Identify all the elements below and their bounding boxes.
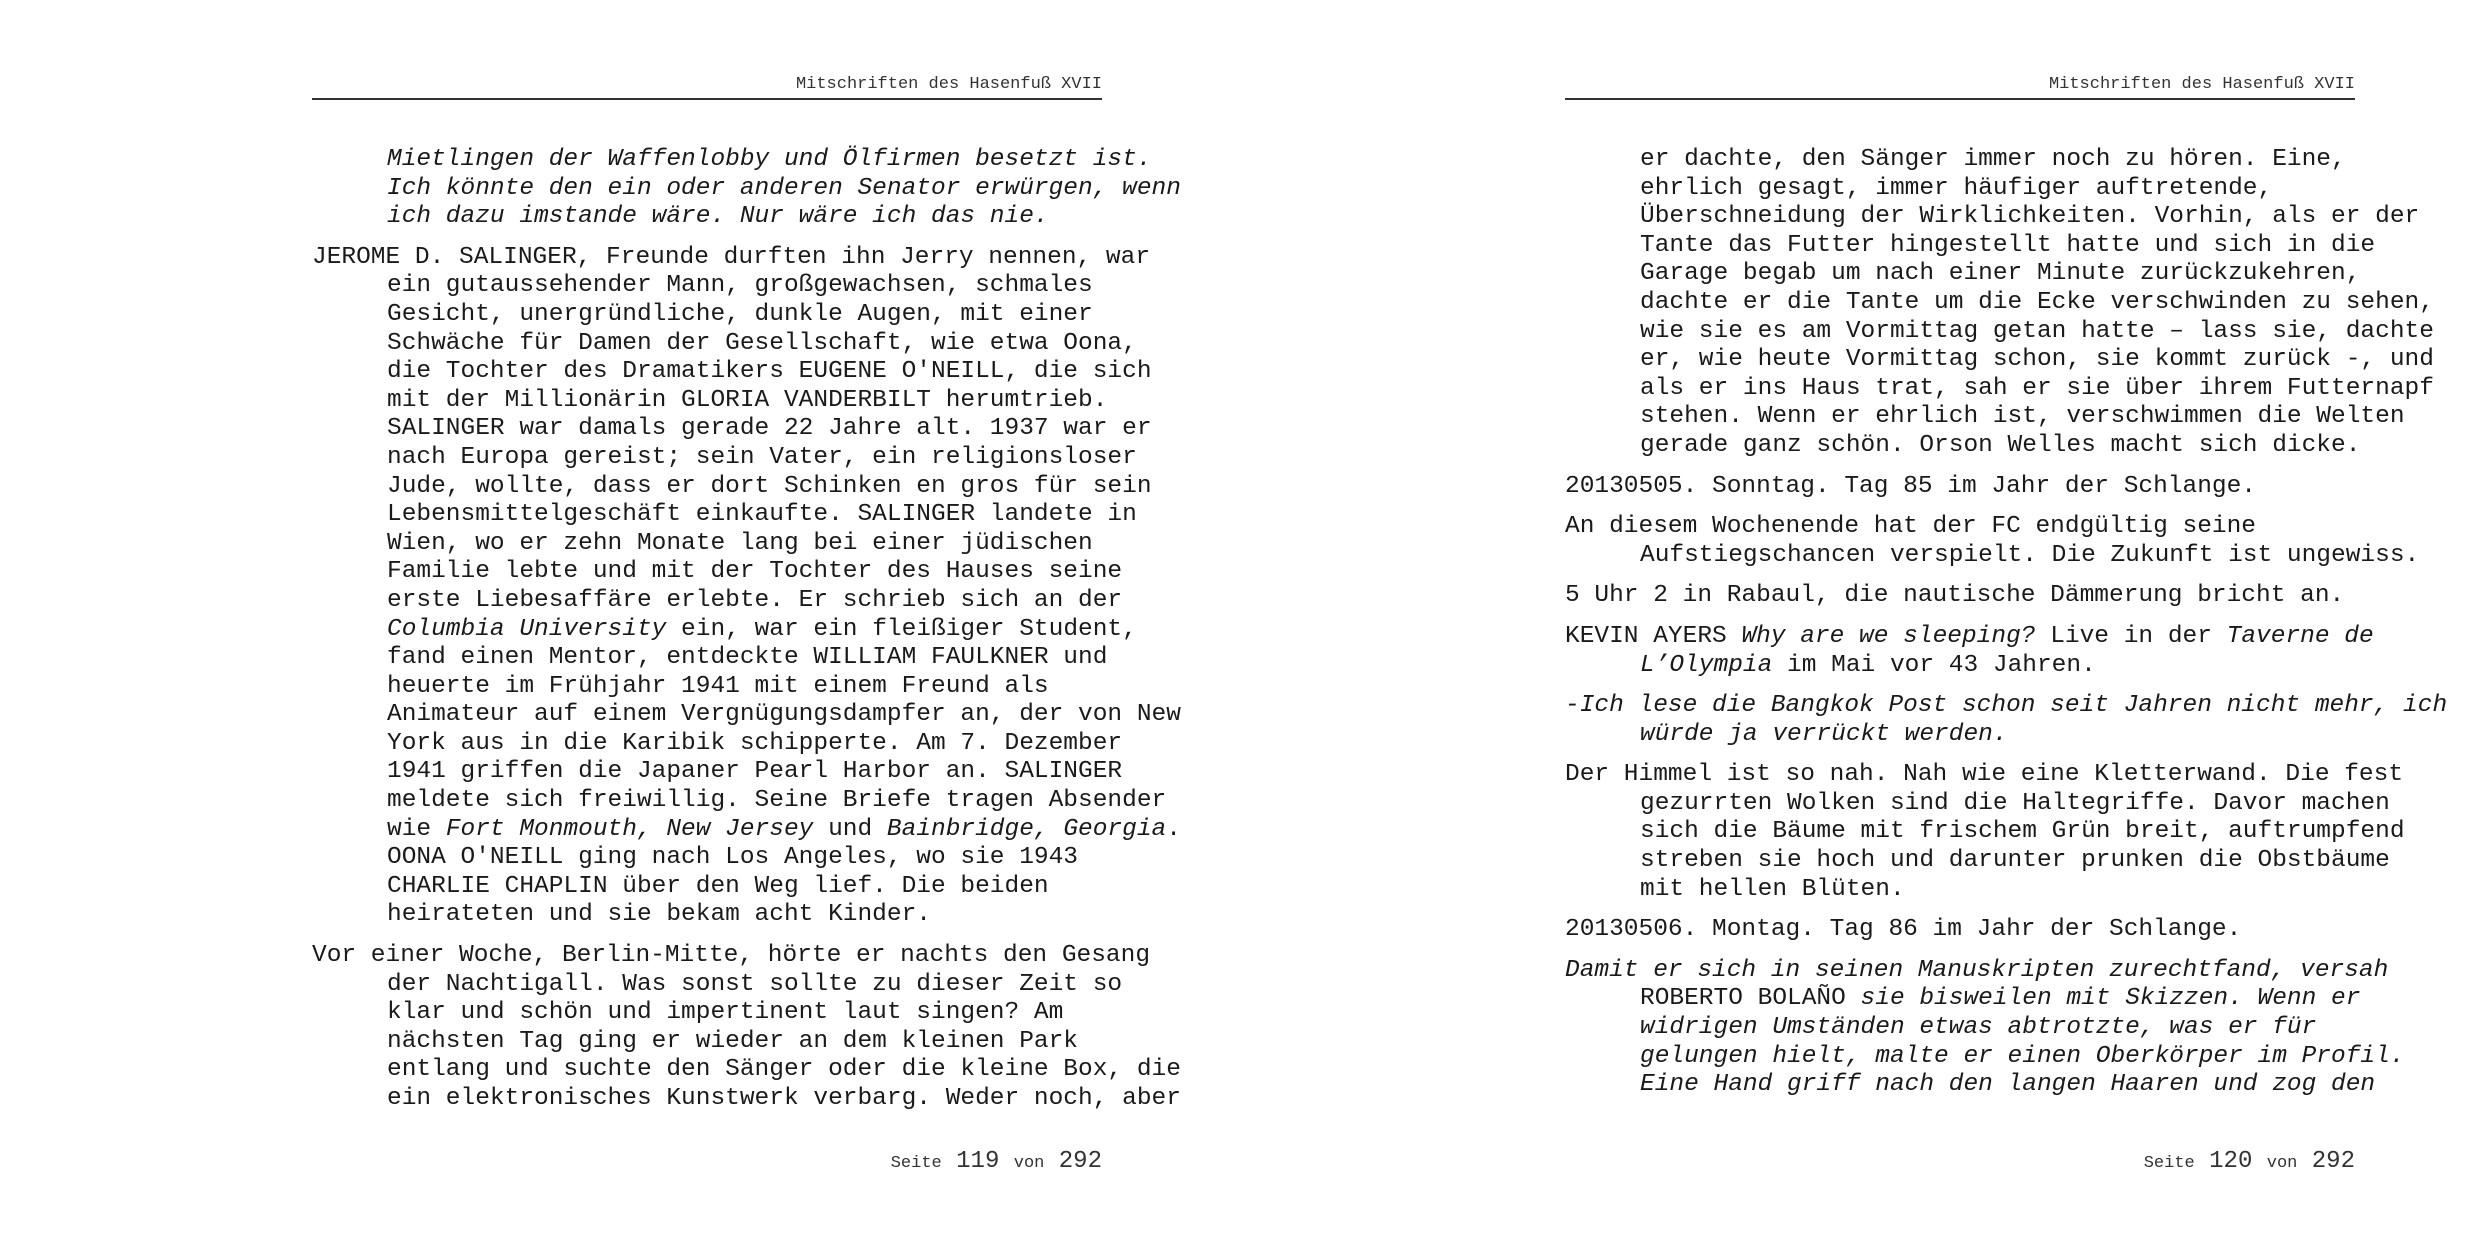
italic-text: ich dazu imstande wäre. Nur wäre ich das nie. [387, 203, 1049, 231]
text-run: . [1166, 815, 1181, 843]
text-line [1565, 513, 2355, 542]
text-run: und [813, 815, 887, 843]
text-line [1640, 789, 2390, 819]
text-line [1640, 231, 2376, 261]
text-line [1640, 317, 2434, 347]
text-run: heirateten und sie bekam acht Kinder. [387, 901, 931, 929]
text-run: sich die Bäume mit frischem Grün breit, auftrumpfend [1640, 818, 2405, 846]
text-line [1565, 582, 2355, 611]
text-run: JEROME D. SALINGER, Freunde durften ihn Jerry nennen, war [312, 243, 1151, 271]
paragraph [312, 146, 1181, 232]
page-of: von [1013, 1154, 1045, 1173]
text-run: 5 Uhr 2 in Rabaul, die nautische Dämmerung bricht an. [1565, 582, 2345, 610]
text-line [1640, 876, 2355, 905]
italic-text: Why are we sleeping? [1741, 622, 2036, 650]
text-line [1640, 1042, 2405, 1072]
text-run: stehen. Wenn er ehrlich ist, verschwimmen die Welten [1640, 403, 2405, 431]
text-run: An diesem Wochenende hat der FC endgültig seine [1565, 513, 2257, 541]
text-run: mit der Millionärin GLORIA VANDERBILT herumtrieb. [387, 386, 1108, 414]
italic-text: Columbia University [387, 615, 667, 643]
paragraph [312, 243, 1181, 930]
text-line [1640, 985, 2361, 1014]
text-line [1640, 403, 2405, 432]
italic-text: widrigen Umständen etwas abtrotzte, was er für [1640, 1014, 2317, 1042]
text-run: SALINGER war damals gerade 22 Jahre alt. 1937 war er [387, 415, 1152, 443]
italic-text: Damit er sich in seinen Manuskripten zurechtfand, versah [1565, 956, 2389, 984]
paragraph [1565, 692, 2448, 749]
text-line [387, 701, 1181, 730]
page-number [891, 1148, 1102, 1175]
text-line [387, 758, 1123, 787]
italic-text: Bainbridge, Georgia [886, 815, 1167, 843]
text-run: Schwäche für Damen der Gesellschaft, wie etwa Oona, [387, 329, 1137, 357]
text-line [1640, 175, 2355, 204]
text-run: Wien, wo er zehn Monate lang bei einer jüdischen [387, 529, 1093, 557]
text-run: ein, war ein fleißiger Student, [666, 615, 1137, 643]
text-run: er, wie heute Vormittag schon, sie kommt zurück -, und [1640, 346, 2434, 374]
text-line [387, 787, 1167, 816]
text-line [387, 1028, 1102, 1057]
text-run: Lebensmittelgeschäft einkaufte. SALINGER landete in [387, 501, 1137, 529]
text-run: der Nachtigall. Was sonst sollte zu dieser Zeit so [387, 970, 1123, 998]
text-run: Animateur auf einem Vergnügungsdampfer an, der von New [387, 701, 1181, 729]
italic-text: Eine Hand griff nach den langen Haaren und zog den [1640, 1071, 2376, 1099]
text-run: heuerte im Frühjahr 1941 mit einem Freund als [387, 672, 1049, 700]
text-run: streben sie hoch und darunter prunken die Obstbäume [1640, 847, 2390, 875]
text-run: dachte er die Tante um die Ecke verschwinden zu sehen, [1640, 288, 2434, 316]
text-run: die Tochter des Dramatikers EUGENE O'NEILL, die sich [387, 358, 1152, 386]
text-line [387, 272, 1102, 301]
text-line [1565, 472, 2355, 502]
page-label: Seite [2143, 1154, 2195, 1173]
text-run: Familie lebte und mit der Tochter des Hauses seine [387, 558, 1123, 586]
text-line [387, 901, 1102, 930]
text-run: York aus in die Karibik schipperte. Am 7. Dezember [387, 729, 1123, 757]
text-run: klar und schön und impertinent laut singen? Am [387, 999, 1064, 1027]
italic-text: Ich könnte den ein oder anderen Senator erwürgen, wenn [387, 174, 1181, 202]
text-line [1640, 1014, 2355, 1043]
text-line [1565, 622, 2374, 652]
text-line [387, 530, 1102, 559]
text-line [1640, 260, 2361, 289]
text-run: Jude, wollte, dass er dort Schinken en gros für sein [387, 472, 1152, 500]
text-line [387, 873, 1102, 902]
text-line [312, 942, 1151, 971]
text-line [387, 999, 1102, 1028]
paragraph [1565, 513, 2420, 570]
text-line [1640, 1071, 2376, 1100]
text-run: Der Himmel ist so nah. Nah wie eine Kletterwand. Die fest [1565, 761, 2404, 789]
text-line [387, 615, 1137, 645]
text-run: wie sie es am Vormittag getan hatte – lass sie, dachte [1640, 317, 2434, 345]
page-current: 120 [2209, 1148, 2253, 1175]
text-line [1640, 146, 2355, 175]
text-run: Überschneidung der Wirklichkeiten. Vorhin, als er der [1640, 203, 2420, 231]
paragraph [312, 942, 1181, 1114]
page-total: 292 [2311, 1148, 2355, 1175]
text-run: nach Europa gereist; sein Vater, ein religionsloser [387, 443, 1137, 471]
text-run: 20130505. Sonntag. Tag 85 im Jahr der Schlange. [1565, 472, 2257, 500]
text-run: Live in der [2035, 622, 2227, 650]
text-run: nächsten Tag ging er wieder an dem kleinen Park [387, 1027, 1079, 1055]
text-run: OONA O'NEILL ging nach Los Angeles, wo sie 1943 [387, 844, 1079, 872]
text-run: wie [387, 815, 446, 843]
page-of: von [2266, 1154, 2298, 1173]
text-line [387, 558, 1123, 587]
paragraph [1565, 473, 2355, 502]
text-run: gezurrten Wolken sind die Haltegriffe. Davor machen [1640, 789, 2390, 817]
text-line [387, 386, 1108, 416]
text-run: meldete sich freiwillig. Seine Briefe tragen Absender [387, 787, 1167, 815]
paragraph [1565, 582, 2355, 611]
italic-text: würde ja verrückt werden. [1640, 720, 2008, 748]
text-run: als er ins Haus trat, sah er sie über ihrem Futternapf [1640, 374, 2434, 402]
text-line [387, 174, 1181, 204]
text-run: gerade ganz schön. Orson Welles macht sich dicke. [1640, 431, 2361, 459]
text-run: 20130506. Montag. Tag 86 im Jahr der Schlange. [1565, 916, 2242, 944]
text-line [1565, 916, 2355, 945]
text-run: fand einen Mentor, entdeckte WILLIAM FAULKNER und [387, 644, 1108, 672]
text-run: ein gutaussehender Mann, großgewachsen, schmales [387, 272, 1093, 300]
text-line [387, 815, 1181, 845]
text-line [1565, 692, 2448, 721]
text-line [1640, 203, 2420, 232]
text-line [387, 415, 1152, 444]
text-run: er dachte, den Sänger immer noch zu hören. Eine, [1640, 146, 2346, 173]
text-run: ROBERTO BOLAÑO [1640, 985, 1861, 1013]
italic-text: Taverne de [2226, 622, 2374, 650]
text-line [387, 443, 1137, 473]
running-header: Mitschriften des Hasenfuß XVII [1565, 72, 2355, 100]
text-line [387, 301, 1102, 330]
italic-text: -Ich lese die Bangkok Post schon seit Jahren nicht mehr, ich [1565, 692, 2448, 720]
page-label: Seite [890, 1154, 942, 1173]
page-body [312, 146, 1181, 1126]
text-run: ein elektronisches Kunstwerk verbarg. Weder noch, aber [387, 1085, 1181, 1112]
text-line [387, 358, 1152, 387]
paragraph [1565, 761, 2405, 904]
text-run: Aufstiegschancen verspielt. Die Zukunft ist ungewiss. [1640, 541, 2420, 569]
text-run: Garage begab um nach einer Minute zurückzukehren, [1640, 260, 2361, 288]
text-line [387, 203, 1102, 232]
text-line [387, 472, 1152, 502]
page-body [1565, 146, 2448, 1112]
text-line [1640, 431, 2361, 461]
text-line [387, 501, 1137, 530]
text-run: entlang und suchte den Sänger oder die kleine Box, die [387, 1056, 1181, 1084]
running-header: Mitschriften des Hasenfuß XVII [312, 72, 1102, 100]
page-current: 119 [956, 1148, 1000, 1175]
italic-text: Fort Monmouth, New Jersey [445, 815, 814, 843]
italic-text: Mietlingen der Waffenlobby und Ölfirmen besetzt ist. [387, 146, 1152, 173]
text-line [387, 586, 1123, 616]
paragraph [1565, 146, 2434, 461]
text-line [1640, 652, 2355, 681]
text-line [387, 1085, 1181, 1114]
text-line [387, 729, 1123, 759]
text-line [387, 1056, 1181, 1085]
text-line [387, 844, 1102, 873]
text-run: Vor einer Woche, Berlin-Mitte, hörte er nachts den Gesang [312, 942, 1151, 970]
text-line [387, 329, 1137, 359]
text-run: mit hellen Blüten. [1640, 875, 1905, 903]
text-line [312, 243, 1151, 273]
page-total: 292 [1058, 1148, 1102, 1175]
text-line [1640, 721, 2355, 750]
text-line [1565, 956, 2389, 986]
text-line [1640, 818, 2405, 847]
left-page [312, 0, 1181, 1240]
text-line [1565, 761, 2404, 790]
text-line [1640, 374, 2434, 404]
italic-text: sie bisweilen mit Skizzen. Wenn er [1860, 985, 2361, 1013]
text-run: Tante das Futter hingestellt hatte und sich in die [1640, 231, 2376, 259]
text-line [1640, 847, 2390, 876]
text-run: erste Liebesaffäre erlebte. Er schrieb sich an der [387, 586, 1123, 614]
text-run: 1941 griffen die Japaner Pearl Harbor an. SALINGER [387, 758, 1123, 786]
italic-text: L’Olympia [1640, 651, 1773, 679]
text-run: ehrlich gesagt, immer häufiger auftretende, [1640, 174, 2273, 202]
text-line [387, 146, 1152, 175]
page-number [2144, 1148, 2355, 1175]
paragraph [1565, 956, 2405, 1100]
text-line [1640, 541, 2420, 571]
text-run: im Mai vor 43 Jahren. [1772, 651, 2096, 679]
text-run: KEVIN AYERS [1565, 622, 1742, 650]
text-line [387, 970, 1123, 1000]
text-line [1640, 346, 2434, 375]
text-line [387, 673, 1102, 702]
right-page [1565, 0, 2448, 1240]
italic-text: gelungen hielt, malte er einen Oberkörper im Profil. [1640, 1042, 2405, 1070]
paragraph [1565, 916, 2355, 945]
text-run: CHARLIE CHAPLIN über den Weg lief. Die beiden [387, 872, 1049, 900]
text-run: Gesicht, unergründliche, dunkle Augen, mit einer [387, 300, 1093, 328]
text-line [387, 644, 1108, 673]
paragraph [1565, 622, 2374, 680]
text-line [1640, 288, 2434, 318]
